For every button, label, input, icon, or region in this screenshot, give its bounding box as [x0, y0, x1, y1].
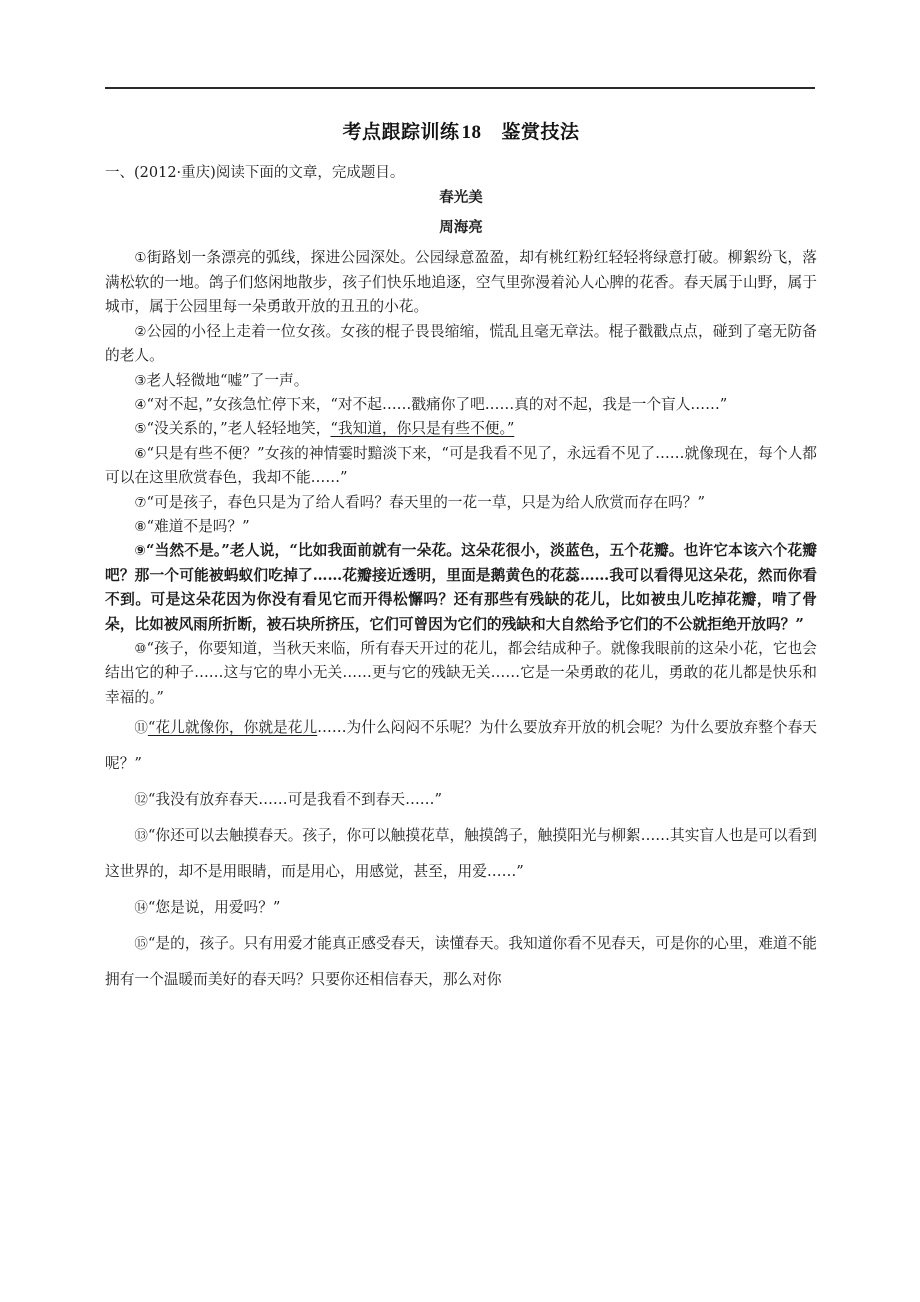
paragraph-text: “我没有放弃春天……可是我看不到春天……”	[147, 791, 442, 809]
paragraph-text: 公园的小径上走着一位女孩。女孩的棍子畏畏缩缩，慌乱且毫无章法。棍子戳戳点点，碰到了毫无防备的老人。	[105, 322, 817, 365]
paragraph-13	[105, 818, 817, 890]
paragraph-7	[105, 491, 817, 515]
page-title-prefix: 考点跟踪训练	[342, 121, 460, 143]
paragraph-14	[105, 890, 817, 926]
article-title: 春光美	[439, 188, 483, 206]
paragraph-marker: ⑧	[134, 518, 147, 535]
paragraph-underlined-text: “我知道，你只是有些不便。”	[330, 420, 515, 438]
paragraph-8	[105, 515, 817, 539]
paragraph-6	[105, 442, 817, 491]
paragraph-text: “你还可以去触摸春天。孩子，你可以触摸花草，触摸鸽子，触摸阳光与柳絮……其实盲人也是可以看到这世界的，却不是用眼睛，而是用心，用感觉，甚至，用爱……”	[105, 827, 817, 881]
paragraph-marker: ①	[134, 250, 147, 267]
paragraph-text: “是的，孩子。只有用爱才能真正感受春天，读懂春天。我知道你看不见春天，可是你的心里，难道不能拥有一个温暖而美好的春天吗？只要你还相信春天，那么对你	[105, 935, 817, 989]
paragraph-text: ……为什么闷闷不乐呢？为什么要放弃开放的机会呢？为什么要放弃整个春天呢？”	[105, 719, 817, 773]
paragraph-11	[105, 710, 817, 782]
paragraph-text: 街路划一条漂亮的弧线，探进公园深处。公园绿意盈盈，却有桃红粉红轻轻将绿意打破。柳絮纷飞，落满松软的一地。鸽子们悠闲地散步，孩子们快乐地追逐，空气里弥漫着沁人心脾的花香。春天属于山野，属于城市，属于公园里每一朵勇敢开放的丑丑的小花。	[105, 249, 817, 316]
paragraph-text: “您是说，用爱吗？”	[147, 899, 281, 917]
paragraph-text: “孩子，你要知道，当秋天来临，所有春天开过的花儿，都会结成种子。就像我眼前的这朵小花，它也会结出它的种子……这与它的卑小无关……更与它的残缺无关……它是一朵勇敢的花儿，勇敢的花儿都是快乐和幸福的。”	[105, 639, 817, 706]
paragraph-1	[105, 246, 817, 319]
paragraph-5	[105, 417, 817, 441]
paragraph-marker: ⑩	[134, 640, 147, 657]
paragraph-marker: ⑤	[134, 421, 147, 438]
question-lead: 一、(2012·重庆)阅读下面的文章，完成题目。	[105, 164, 405, 181]
paragraph-marker: ⑭	[134, 900, 148, 917]
paragraph-text: “只是有些不便？”女孩的神情霎时黯淡下来，“可是我看不见了，永远看不见了……就像现在，每个人都可以在这里欣赏春色，我却不能……”	[105, 444, 817, 487]
paragraph-marker: ③	[134, 372, 147, 389]
paragraph-4	[105, 393, 817, 417]
page-content	[105, 118, 817, 998]
paragraph-text: “当然不是。”老人说，“比如我面前就有一朵花。这朵花很小，淡蓝色，五个花瓣。也许它本该六个花瓣吧？那一个可能被蚂蚁们吃掉了……花瓣接近透明，里面是鹅黄色的花蕊……我可以看得见这朵花，然而你看不到。可是这朵花因为你没有看见它而开得松懈吗？还有那些有残缺的花儿，比如被虫儿吃掉花瓣，啃了骨朵，比如被风雨所折断，被石块所挤压，它们可曾因为它们的残缺和大自然给予它们的不公就拒绝开放吗？”	[105, 542, 817, 633]
paragraph-2	[105, 320, 817, 369]
page-title-suffix: 鉴赏技法	[501, 121, 580, 143]
paragraph-marker: ⑮	[134, 936, 148, 953]
paragraph-marker: ⑦	[134, 494, 147, 511]
paragraph-text: “对不起，”女孩急忙停下来，“对不起……戳痛你了吧……真的对不起，我是一个盲人……”	[146, 395, 728, 413]
paragraph-marker: ④	[134, 396, 147, 413]
paragraph-10	[105, 637, 817, 710]
paragraph-3	[105, 369, 817, 393]
header-divider-rule	[105, 87, 815, 89]
paragraph-9	[105, 539, 817, 637]
paragraph-12	[105, 782, 817, 818]
article-author: 周海亮	[439, 218, 483, 236]
page-title	[105, 118, 817, 148]
paragraph-text: “可是孩子，春色只是为了给人看吗？春天里的一花一草，只是为给人欣赏而存在吗？”	[146, 493, 705, 511]
paragraph-text: “难道不是吗？”	[146, 517, 250, 535]
paragraph-marker: ②	[134, 323, 147, 340]
paragraph-marker: ⑫	[134, 792, 148, 809]
paragraph-15	[105, 926, 817, 998]
paragraph-marker: ⑬	[134, 828, 148, 845]
paragraph-underlined-text: “花儿就像你，你就是花儿	[147, 719, 318, 737]
paragraph-text: “没关系的，”老人轻轻地笑，	[146, 420, 331, 438]
page-title-number: 18	[461, 122, 482, 143]
paragraph-marker: ⑥	[134, 445, 147, 462]
paragraph-marker: ⑪	[134, 720, 148, 737]
paragraph-text: 老人轻微地“嘘”了一声。	[146, 371, 309, 389]
paragraph-marker: ⑨	[134, 543, 146, 560]
